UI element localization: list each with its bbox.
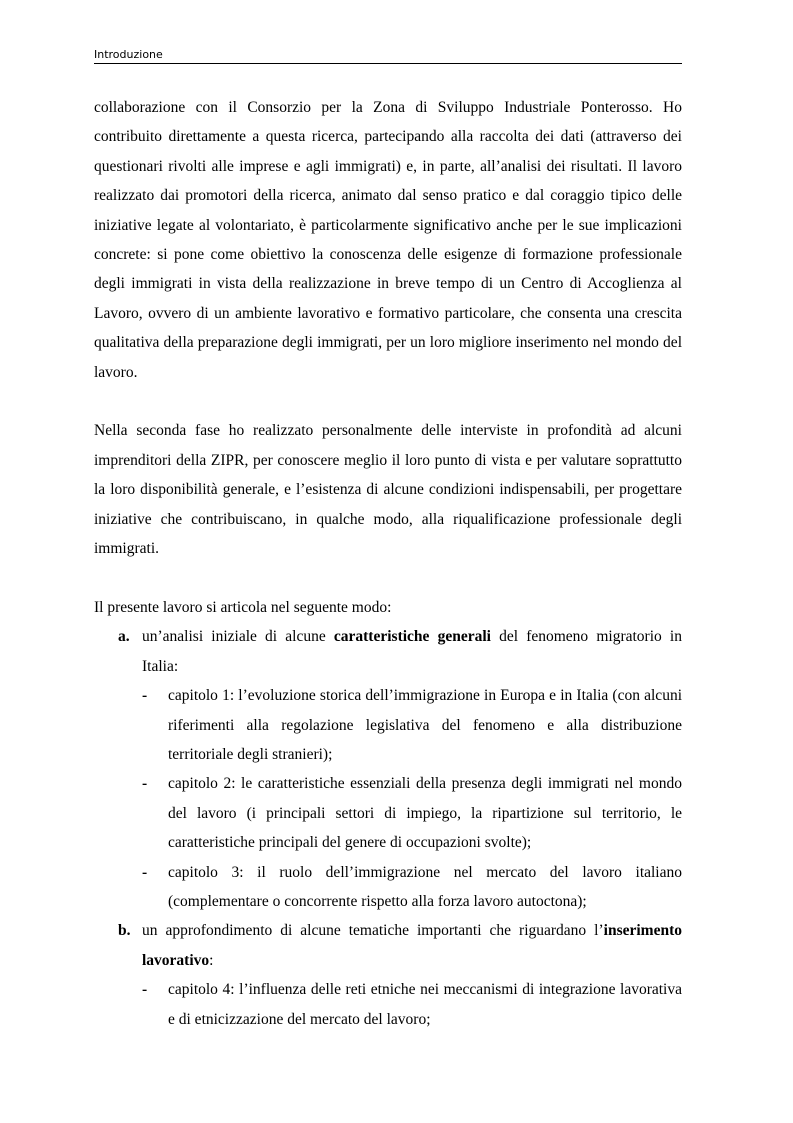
dash-bullet: - <box>142 863 148 881</box>
chapter-item <box>142 681 682 769</box>
outline-a-text-before: un’analisi iniziale di alcune <box>142 628 334 646</box>
chapter-item <box>142 769 682 857</box>
paragraph-research: collaborazione con il Consorzio per la Zona di Sviluppo Industriale Ponterosso. Ho contribuito direttamente a questa ricerca, partecipando alla raccolta dei dati (attraverso dei questionari rivolti alle imprese e agli immigrati) e, in parte, all’analisi dei risultati. Il lavoro realizzato dai promotori della ricerca, animato dal senso pratico e dal coraggio tipico delle iniziative legate al volontariato, è particolarmente significativo anche per le sue implicazioni concrete: si pone come obiettivo la conoscenza delle esigenze di formazione professionale degli immigrati in vista della realizzazione in breve tempo di un Centro di Accoglienza al Lavoro, ovvero di un ambiente lavorativo e formativo particolare, che consenta una crescita qualitativa della preparazione degli immigrati, per un loro migliore inserimento nel mondo del lavoro. <box>94 99 682 381</box>
chapter-list-b <box>142 975 682 1034</box>
chapter-item <box>142 975 682 1034</box>
dash-bullet: - <box>142 687 148 705</box>
chapter-list-a <box>142 681 682 916</box>
chapter-title: Introduzione <box>94 48 163 61</box>
outline-a-text-after: del fenomeno migratorio in Italia: <box>142 628 682 675</box>
dash-bullet: - <box>142 775 148 793</box>
page-body <box>94 93 682 1034</box>
chapter-item-text: capitolo 2: le caratteristiche essenziali della presenza degli immigrati nel mondo del lavoro (i principali settori di impiego, la ripartizione sul territorio, le caratteristiche principali del genere di occupazioni svolte); <box>168 775 682 852</box>
outline-b-bold: inserimento lavorativo <box>142 922 682 969</box>
outline-item-a <box>94 622 682 916</box>
chapter-item-text: capitolo 4: l’influenza delle reti etniche nei meccanismi di integrazione lavorativa e di etnicizzazione del mercato del lavoro; <box>168 981 682 1028</box>
outline-marker-b: b. <box>118 922 131 940</box>
outline-b-text-after: : <box>209 951 214 969</box>
outline-b-text-before: un approfondimento di alcune tematiche importanti che riguardano l’ <box>142 922 604 940</box>
outline-list <box>94 622 682 1034</box>
chapter-item-text: capitolo 3: il ruolo dell’immigrazione nel mercato del lavoro italiano (complementare o concorrente rispetto alla forza lavoro autoctona); <box>168 863 682 910</box>
running-header <box>94 48 682 64</box>
paragraph-second-phase: Nella seconda fase ho realizzato personalmente delle interviste in profondità ad alcuni imprenditori della ZIPR, per conoscere meglio il loro punto di vista e per valutare soprattutto la loro disponibilità generale, e l’esistenza di alcune condizioni indispensabili, per progettare iniziative che contribuiscano, in qualche modo, alla riqualificazione professionale degli immigrati. <box>94 422 682 558</box>
outline-item-b <box>94 916 682 1034</box>
outline-a-bold: caratteristiche generali <box>333 628 491 646</box>
chapter-item-text: capitolo 1: l’evoluzione storica dell’immigrazione in Europa e in Italia (con alcuni riferimenti alla regolazione legislativa del fenomeno e alla distribuzione territoriale degli stranieri); <box>168 687 682 763</box>
chapter-item <box>142 858 682 917</box>
paragraph-structure-intro: Il presente lavoro si articola nel seguente modo: <box>94 598 392 616</box>
dash-bullet: - <box>142 981 148 999</box>
outline-marker-a: a. <box>118 628 130 646</box>
